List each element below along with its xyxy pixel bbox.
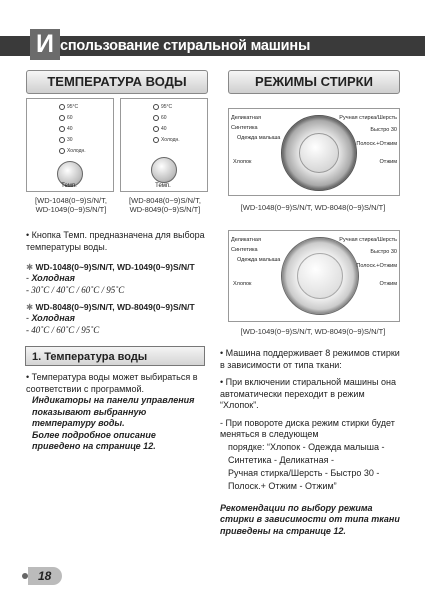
wash-dial-panel-2: [228, 230, 400, 322]
page-title: спользование стиральной машины: [60, 38, 311, 54]
temp-indicator-label: 40: [161, 126, 167, 132]
dial-program-label: Полоск.+Отжим: [356, 141, 397, 147]
dial-program-label: Одежда малыша: [237, 257, 281, 263]
dial-program-label: Деликатная: [231, 237, 261, 243]
cold-text: Холодная: [31, 273, 75, 283]
program-dial-knob: [297, 253, 343, 299]
temp-indicator: [153, 104, 172, 110]
dial-program-label: Быстро 30: [370, 249, 397, 255]
modes-text: [220, 348, 400, 537]
temp-button-label: Темп.: [61, 183, 77, 189]
header-cap-letter: И: [30, 29, 60, 60]
temp-panel-2-caption: [WD-8048(0~9)S/N/T, WD-8049(0~9)S/N/T]: [129, 196, 201, 214]
indicator-led-icon: [59, 104, 65, 110]
temp-indicator: [59, 137, 73, 143]
temp-indicator-label: 95°C: [161, 104, 173, 110]
temps-text: 40˚C / 60˚C / 95˚C: [31, 325, 100, 335]
dial-program-label: Ручная стирка/Шерсть: [339, 115, 397, 121]
page-number: 18: [28, 567, 62, 585]
indicator-led-icon: [153, 137, 159, 143]
model-group-1-label: WD-1048(0~9)S/N/T, WD-1049(0~9)S/N/T: [35, 262, 195, 272]
temp-indicator: [59, 104, 78, 110]
dial-program-label: Полоск.+Отжим: [356, 263, 397, 269]
temp-indicator-label: Холодн.: [161, 137, 180, 143]
indicator-led-icon: [59, 115, 65, 121]
temp-indicator: [153, 126, 167, 132]
dial-program-label: Хлопок: [233, 159, 252, 165]
subsection-body: [26, 372, 204, 453]
temp-button-note: • Кнопка Темп. предназначена для выбора температуры воды.: [26, 230, 205, 252]
cold-label-2: - Холодная: [26, 313, 75, 323]
temp-panel-1-caption: [WD-1048(0~9)S/N/T, WD-1049(0~9)S/N/T]: [35, 196, 107, 214]
cold-text: Холодная: [31, 313, 75, 323]
cold-label-1: - Холодная: [26, 273, 75, 283]
temp-panel-1: [26, 98, 114, 192]
temp-indicator: [59, 148, 86, 154]
temp-button-label: Темп.: [155, 183, 171, 189]
modes-bullet-2: • При включении стиральной машины она автоматически переходит в режим “Хлопок”.: [220, 377, 396, 410]
wash-dial-2-caption: [WD-1049(0~9)S/N/T, WD-8049(0~9)S/N/T]: [240, 327, 386, 336]
temp-indicator-label: 95°C: [67, 104, 79, 110]
temp-indicator: [59, 126, 73, 132]
subsection-bold-1: Индикаторы на панели управления показывают выбранную температуру воды.: [32, 395, 195, 428]
indicator-led-icon: [59, 126, 65, 132]
subsection-bold-2: Более подробное описание приведено на странице 12.: [32, 429, 156, 451]
modes-order: [220, 441, 400, 493]
section-title-wash-modes: РЕЖИМЫ СТИРКИ: [228, 70, 400, 94]
wash-dial-panel-1: [228, 108, 400, 196]
model-group-2-label: WD-8048(0~9)S/N/T, WD-8049(0~9)S/N/T: [35, 302, 195, 312]
subsection-text: • Температура воды может выбираться в соответствии с программой.: [26, 372, 198, 394]
dial-program-label: Ручная стирка/Шерсть: [339, 237, 397, 243]
modes-recommendation: Рекомендации по выбору режима стирки в зависимости от типа ткани приведены на странице 12.: [220, 502, 400, 536]
modes-order-line: порядке: “Хлопок - Одежда малыша -: [228, 441, 385, 452]
bullet-icon: ✱: [26, 262, 36, 272]
modes-order-line: Синтетика - Деликатная -: [228, 454, 335, 465]
temp-indicator-label: 60: [67, 115, 73, 121]
temps-text: 30˚C / 40˚C / 60˚C / 95˚C: [31, 285, 125, 295]
dial-program-label: Деликатная: [231, 115, 261, 121]
wash-dial-1-caption: [WD-1048(0~9)S/N/T, WD-8048(0~9)S/N/T]: [240, 203, 386, 212]
temp-panel-2: [120, 98, 208, 192]
indicator-led-icon: [59, 137, 65, 143]
model-group-2: [26, 302, 216, 313]
section-title-temperature: ТЕМПЕРАТУРА ВОДЫ: [26, 70, 208, 94]
temp-indicator: [153, 137, 180, 143]
dial-program-label: Отжим: [379, 281, 397, 287]
dial-program-label: Быстро 30: [370, 127, 397, 133]
bullet-icon: ✱: [26, 302, 36, 312]
temp-button[interactable]: [151, 157, 177, 183]
modes-bullet-1: • Машина поддерживает 8 режимов стирки в зависимости от типа ткани:: [220, 348, 400, 370]
modes-bullet-3: - При повороте диска режим стирки будет меняться в следующем: [220, 417, 395, 439]
subsection-title: 1. Температура воды: [25, 346, 205, 366]
dial-program-label: Одежда малыша: [237, 135, 281, 141]
modes-order-line: Ручная стирка/Шерсть - Быстро 30 -: [228, 467, 380, 478]
dial-program-label: Синтетика: [231, 125, 258, 131]
modes-order-line: Полоск.+ Отжим - Отжим”: [228, 480, 337, 491]
temp-indicator: [59, 115, 73, 121]
temp-indicator-label: 60: [161, 115, 167, 121]
temp-indicator-label: Холодн.: [67, 148, 86, 154]
dial-program-label: Отжим: [379, 159, 397, 165]
temps-1: - 30˚C / 40˚C / 60˚C / 95˚C: [26, 285, 125, 295]
indicator-led-icon: [153, 115, 159, 121]
temp-indicator-label: 40: [67, 126, 73, 132]
indicator-led-icon: [153, 126, 159, 132]
dial-program-label: Синтетика: [231, 247, 258, 253]
temps-2: - 40˚C / 60˚C / 95˚C: [26, 325, 100, 335]
dial-program-label: Хлопок: [233, 281, 252, 287]
program-dial-knob: [299, 133, 339, 173]
model-group-1: [26, 262, 216, 273]
indicator-led-icon: [153, 104, 159, 110]
temp-indicator-label: 30: [67, 137, 73, 143]
indicator-led-icon: [59, 148, 65, 154]
temp-indicator: [153, 115, 167, 121]
